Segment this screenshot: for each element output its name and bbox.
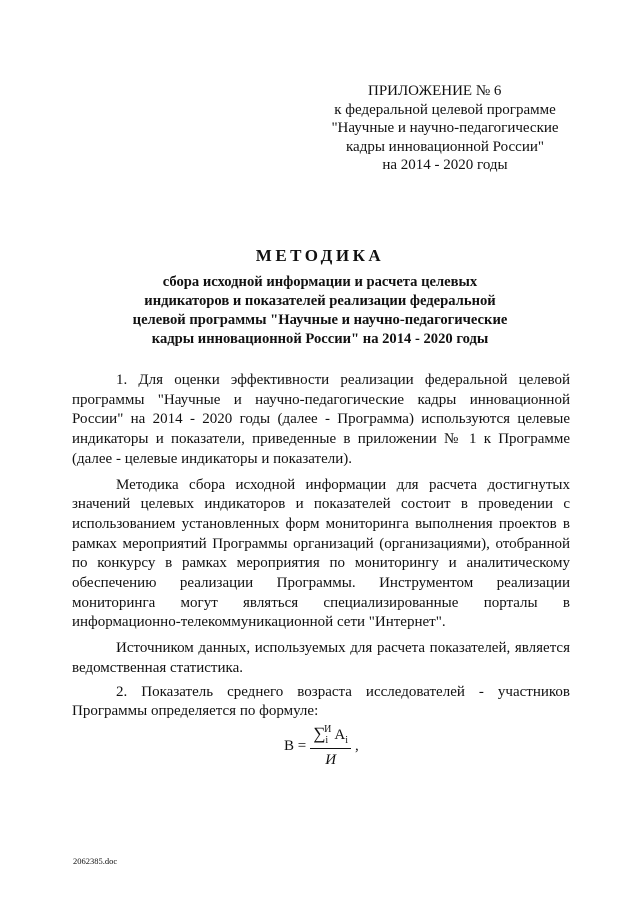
subtitle-line: целевой программы "Научные и научно-педагогические — [132, 312, 508, 328]
footer-filename: 2062385.doc — [73, 856, 118, 866]
formula-comma: , — [355, 738, 359, 754]
appendix-block — [300, 82, 590, 175]
document-title: МЕТОДИКА — [255, 246, 385, 265]
sum-term-index: i — [345, 735, 348, 746]
appendix-line: к федеральной целевой программе — [334, 101, 556, 118]
paragraph-3: Источником данных, используемых для расчета показателей, является ведомственная статистика. — [72, 640, 570, 676]
appendix-line: на 2014 - 2020 годы — [382, 157, 508, 173]
paragraph-1: 1. Для оценки эффективности реализации федеральной целевой программы "Научные и научно-педагогические кадры инновационной России" на 2014 - 2020 годы (далее - Программа) используются целевые индикаторы и показатели, приведенные в приложении № 1 к Программе (далее - целевые индикаторы и показатели). — [72, 372, 570, 467]
sum-upper-limit: И — [324, 724, 332, 735]
paragraph-2: Методика сбора исходной информации для расчета достигнутых значений целевых индикаторов и показателей состоит в проведении с использованием установленных форм мониторинга выполнения проектов в рамках мероприятий Программы организаций (организациями), отобранной по конкурсу в рамках мероприятия по мониторингу и аналитическому обеспечению реализации Программы. Инструментом реализации мониторинга могут являться специализированные порталы в информационно-телекоммуникационной сети "Интернет". — [72, 476, 570, 631]
formula-lhs: B = — [284, 738, 307, 754]
appendix-line: кадры инновационной России" — [345, 138, 545, 155]
appendix-title: ПРИЛОЖЕНИЕ № 6 — [368, 83, 502, 99]
sum-index: i — [325, 735, 329, 746]
body-text — [72, 371, 570, 728]
formula-fraction — [310, 724, 351, 769]
sum-term: A — [334, 727, 346, 743]
sum-symbol: ∑ — [313, 724, 326, 743]
document-subtitle — [110, 273, 530, 349]
paragraph-4: 2. Показатель среднего возраста исследователей - участников Программы определяется по формуле: — [72, 683, 570, 720]
subtitle-line: сбора исходной информации и расчета целевых — [162, 274, 478, 290]
appendix-line: "Научные и научно-педагогические — [331, 120, 559, 136]
average-age-formula — [284, 724, 359, 769]
subtitle-line: индикаторов и показателей реализации федеральной — [144, 293, 496, 309]
formula-numerator — [310, 724, 351, 749]
formula-denominator: И — [325, 752, 337, 768]
subtitle-line: кадры инновационной России" на 2014 - 2020 годы — [151, 331, 489, 347]
